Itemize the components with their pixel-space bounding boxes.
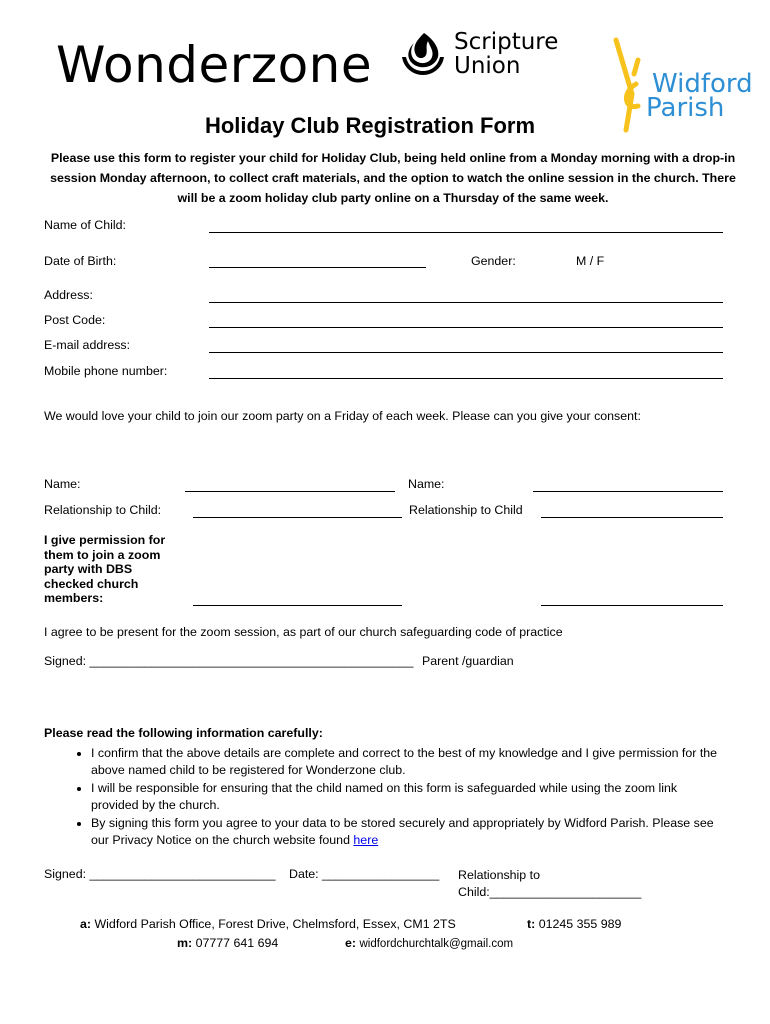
- consent-text: We would love your child to join our zoom party on a Friday of each week. Please can you give your consent:: [44, 409, 641, 423]
- name-of-child-label: Name of Child:: [44, 218, 126, 232]
- gender-options[interactable]: M / F: [576, 254, 605, 268]
- post-code-field[interactable]: [209, 327, 723, 328]
- form-title: Holiday Club Registration Form: [204, 113, 536, 138]
- footer-mobile-row: [177, 936, 278, 950]
- gender-label: Gender:: [471, 254, 516, 268]
- permission-sign1-field[interactable]: [193, 605, 402, 606]
- rel2-field[interactable]: [541, 517, 723, 518]
- name2-field[interactable]: [533, 491, 723, 492]
- email-label: E-mail address:: [44, 338, 131, 352]
- final-date-line[interactable]: Date: _________________: [289, 867, 440, 881]
- su-line1: Scripture: [454, 29, 559, 55]
- footer-a-label: a:: [80, 917, 92, 931]
- scripture-union-logo: [398, 30, 558, 78]
- flame-icon: [398, 31, 448, 77]
- name1-field[interactable]: [185, 491, 395, 492]
- rel1-field[interactable]: [193, 517, 402, 518]
- footer-t-label: t:: [527, 917, 536, 931]
- wonderzone-logo: Wonderzone: [56, 36, 373, 94]
- email-field[interactable]: [209, 352, 723, 353]
- mobile-label: Mobile phone number:: [44, 364, 168, 378]
- footer-e-label: e:: [345, 936, 357, 950]
- address-label: Address:: [44, 288, 93, 302]
- final-relationship-line[interactable]: Relationship to Child:______________________: [458, 868, 642, 899]
- info-bullet-3-text: By signing this form you agree to your data to be stored securely and appropriately by Widford Parish. Please see our Privacy Notice on the church website found: [91, 816, 714, 847]
- footer-address-row: [80, 917, 456, 931]
- dob-field[interactable]: [209, 267, 426, 268]
- footer-phone: 01245 355 989: [538, 917, 622, 931]
- info-bullet-1: • I confirm that the above details are complete and correct to the best of my knowledge and I give permission for the above named child to be registered for Wonderzone club.: [91, 745, 725, 779]
- signed-parent-line[interactable]: Signed: _______________________________________________: [44, 654, 414, 668]
- info-bullet-2: • I will be responsible for ensuring that the child named on this form is safeguarded while using the zoom link provided by the church.: [91, 780, 725, 814]
- parish-line2: Parish: [646, 93, 725, 123]
- agree-text: I agree to be present for the zoom session, as part of our church safeguarding code of practice: [44, 625, 563, 639]
- info-bullet-3: [91, 815, 725, 849]
- footer-email-row: [345, 936, 513, 950]
- parish-line1: Widford: [652, 69, 752, 99]
- name-of-child-field[interactable]: [209, 232, 723, 233]
- footer-m-label: m:: [177, 936, 193, 950]
- name1-label: Name:: [44, 477, 81, 491]
- privacy-notice-link[interactable]: here: [353, 833, 379, 847]
- mobile-field[interactable]: [209, 378, 723, 379]
- footer-email[interactable]: widfordchurchtalk@gmail.com: [359, 938, 514, 950]
- final-signed-line[interactable]: Signed: ___________________________: [44, 867, 276, 881]
- footer-address: Widford Parish Office, Forest Drive, Chelmsford, Essex, CM1 2TS: [94, 917, 456, 931]
- rel2-label: Relationship to Child: [409, 503, 523, 517]
- dob-label: Date of Birth:: [44, 254, 117, 268]
- permission-sign2-field[interactable]: [541, 605, 723, 606]
- info-list: [45, 745, 725, 850]
- footer-phone-row: [527, 917, 621, 931]
- post-code-label: Post Code:: [44, 313, 106, 327]
- form-intro: Please use this form to register your child for Holiday Club, being held online from a Monday morning with a drop-in session Monday afternoon, to collect craft materials, and the option to watch the online session in the church. There will be a zoom holiday club party online on a Thursday of the same week.: [50, 151, 736, 205]
- name2-label: Name:: [408, 477, 445, 491]
- footer-mobile: 07777 641 694: [195, 936, 279, 950]
- su-line2: Union: [454, 53, 521, 79]
- info-heading: Please read the following information carefully:: [44, 726, 323, 740]
- permission-label: I give permission for them to join a zoom party with DBS checked church members:: [44, 533, 166, 606]
- rel1-label: Relationship to Child:: [44, 503, 162, 517]
- parent-guardian-label: Parent /guardian: [422, 654, 514, 668]
- address-field[interactable]: [209, 302, 723, 303]
